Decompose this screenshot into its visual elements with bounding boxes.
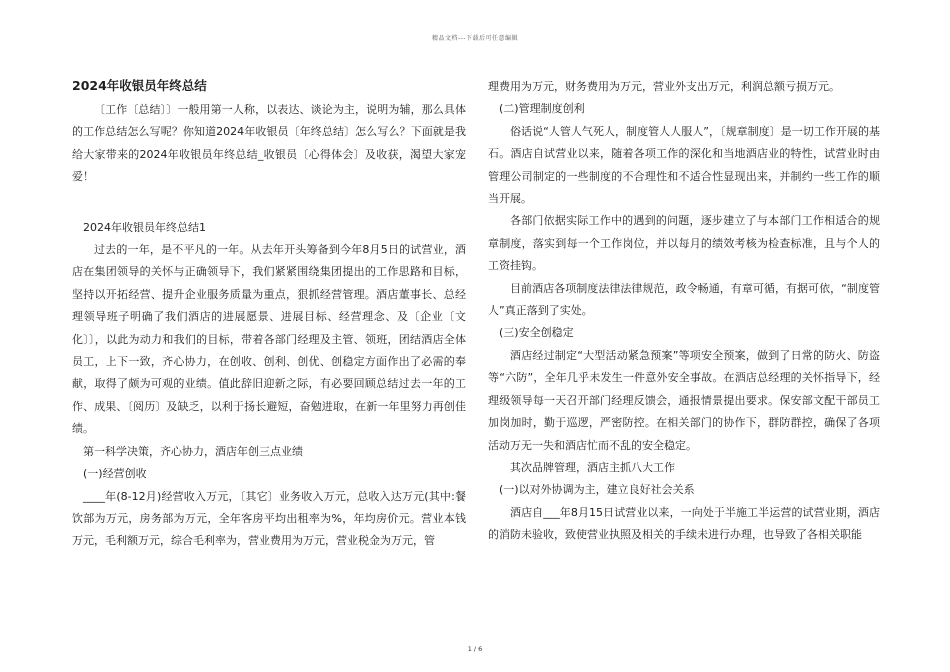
intro-paragraph: 〔工作〔总结〕〕一般用第一人称，以表达、谈论为主，说明为辅，那么具体的工作总结怎么写呢？你知道2024年收银员〔年终总结〕怎么写么？下面就是我给大家带来的2024年收银员年终总结_收银员〔心得体会〕及收获，渴望大家宠爱！ xyxy=(72,103,466,184)
body-paragraph: 俗话说“人管人气死人，制度管人人服人”，〔规章制度〕是一切工作开展的基石。酒店自试营业以来，随着各项工作的深化和当地酒店业的特性，试营业时由管理公司制定的一些制度的不合理性和不适合性显现出来，并制约一些工作的顺当开展。 xyxy=(488,124,880,206)
body-paragraph: 目前酒店各项制度法律法律规范，政令畅通，有章可循，有据可依，“制度管人”真正落到了实处。 xyxy=(488,281,880,318)
left-column xyxy=(72,76,466,553)
section-heading: 第一科学决策，齐心协力，酒店年创三点业绩 xyxy=(83,444,303,458)
subsection-heading: (一)以对外协调为主，建立良好社会关系 xyxy=(499,483,695,497)
body-paragraph-continued: 理费用为万元，财务费用为万元，营业外支出万元，利润总额亏损万元。 xyxy=(488,80,840,93)
subsection-heading: (二)管理制度创利 xyxy=(499,102,585,116)
body-paragraph: 酒店经过制定“大型活动紧急预案”等项安全预案，做到了日常的防火、防盗等“六防”，全年几乎未发生一件意外安全事故。在酒店总经理的关怀指导下，经理级领导每一天召开部门经理反馈会，通报情景提出要求。保安部文配干部员工加岗加时，勤于巡逻，严密防控。在相关部门的协作下，群防群控，确保了各项活动万无一失和酒店忙而不乱的安全稳定。 xyxy=(488,348,880,452)
document-title: 2024年收银员年终总结 xyxy=(72,78,207,93)
section-heading: 其次品牌管理，酒店主抓八大工作 xyxy=(510,460,675,474)
body-paragraph: 酒店自___年8月15日试营业以来，一向处于半施工半运营的试营业期，酒店的消防未验收，致使营业执照及相关的手续未进行办理，也导致了各相关职能 xyxy=(488,505,880,542)
body-paragraph: 过去的一年，是不平凡的一年。从去年开头筹备到今年8月5日的试营业，酒店在集团领导的关怀与正确领导下，我们紧紧围绕集团提出的工作思路和目标，坚持以开拓经营、提升企业服务质量为重点，狠抓经营管理。酒店董事长、总经理领导班子明确了我们酒店的进展愿景、进展目标、经营理念、及〔企业〔文化〕〕，以此为动力和我们的目标，带着各部门经理及主管、领班，团结酒店全体员工，上下一致，齐心协力，在创收、创利、创优、创稳定方面作出了必需的奉献，取得了颇为可观的业绩。值此辞旧迎新之际，有必要回顾总结过去一年的工作、成果、〔阅历〕及缺乏，以利于扬长避短，奋勉进取，在新一年里努力再创佳绩。 xyxy=(72,243,466,436)
page-number: 1 / 6 xyxy=(467,645,483,653)
section-heading: 2024年收银员年终总结1 xyxy=(83,220,206,234)
subsection-heading: (三)安全创稳定 xyxy=(499,326,574,340)
blank-line xyxy=(72,189,466,211)
header-note: 精品文档---下载后可任意编辑 xyxy=(432,35,518,42)
body-paragraph: ____年(8-12月)经营收入万元，〔其它〕业务收入万元，总收入达万元(其中:餐饮部为万元，房务部为万元，全年客房平均出租率为%，年均房价元。营业本钱万元，毛利额万元，综合毛利率为，营业费用为万元，营业税金为万元，管 xyxy=(72,489,466,548)
body-paragraph: 各部门依据实际工作中的遇到的问题，逐步建立了与本部门工作相适合的规章制度，落实到每一个工作岗位，并以每月的绩效考核为检查标准，且与个人的工资挂钩。 xyxy=(488,214,880,273)
right-column xyxy=(488,76,880,547)
subsection-heading: (一)经营创收 xyxy=(83,467,147,481)
